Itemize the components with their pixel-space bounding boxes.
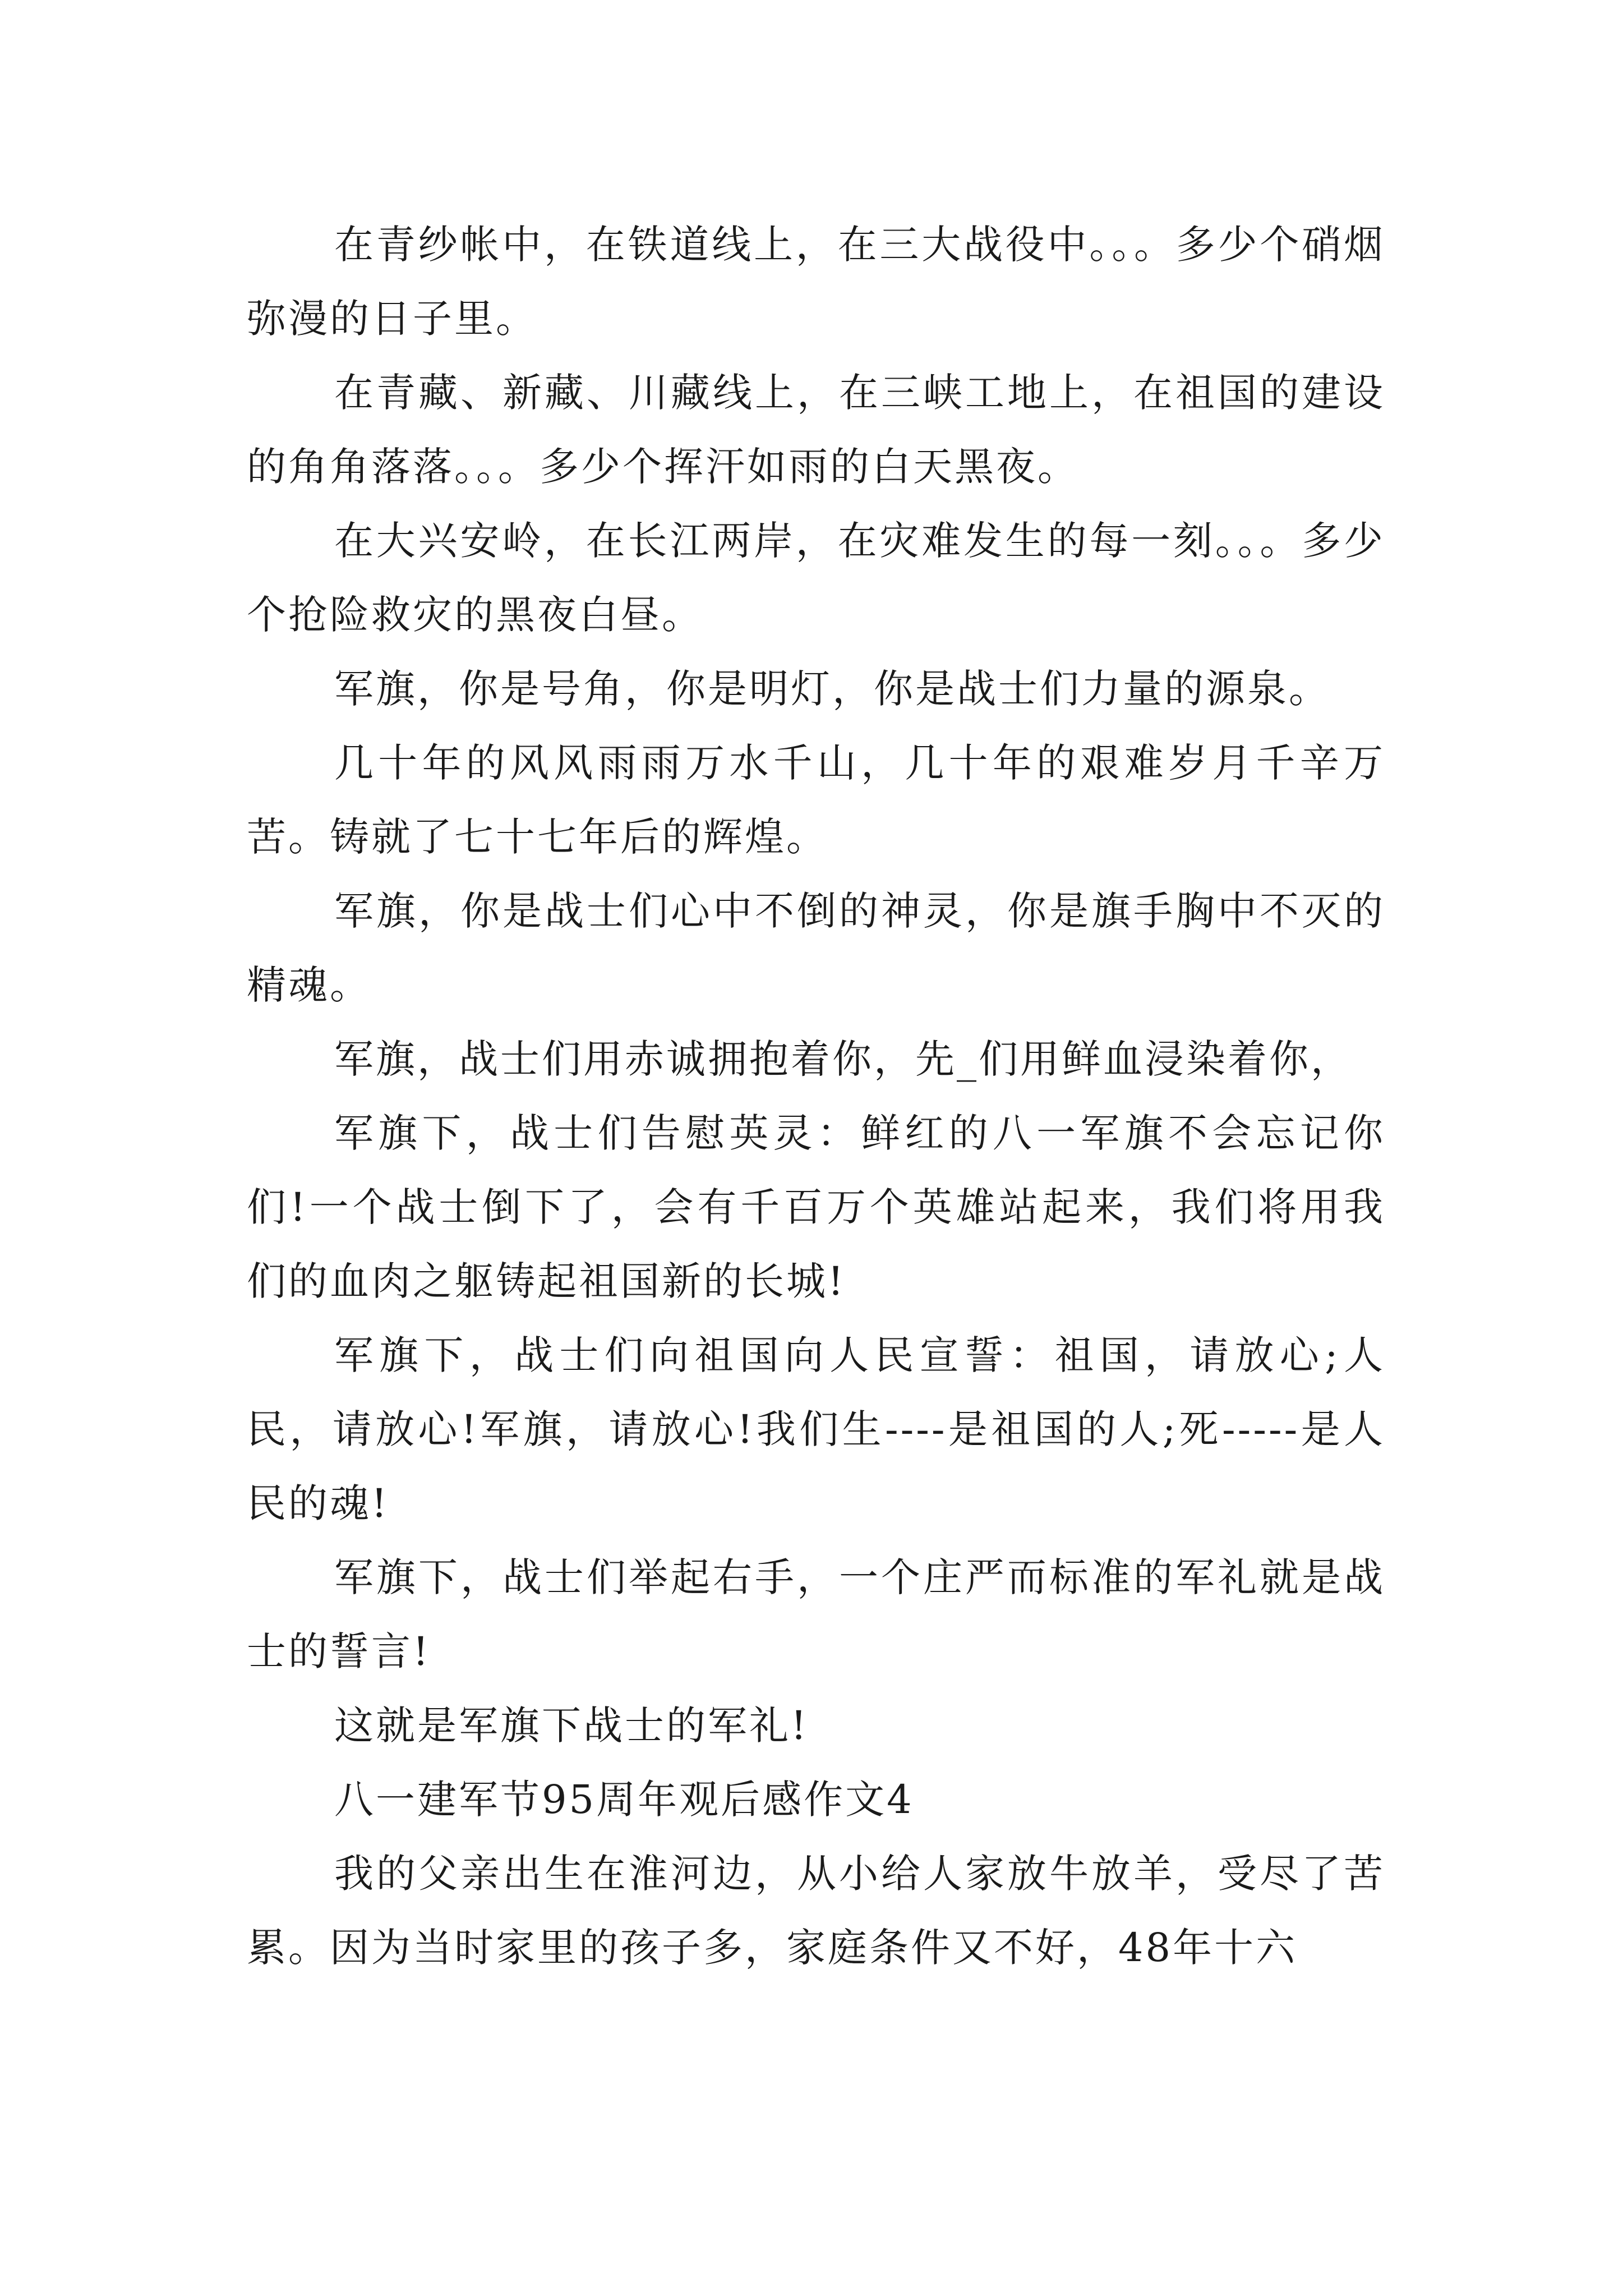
paragraph: 军旗下，战士们告慰英灵：鲜红的八一军旗不会忘记你们!一个战士倒下了，会有千百万个英雄站起来，我们将用我们的血肉之躯铸起祖国新的长城! (247, 1110, 1385, 1304)
paragraph: 军旗下，战士们向祖国向人民宣誓：祖国，请放心;人民，请放心!军旗，请放心!我们生----是祖国的人;死-----是人民的魂! (247, 1332, 1385, 1526)
paragraph: 军旗下，战士们举起右手，一个庄严而标准的军礼就是战士的誓言! (247, 1554, 1385, 1674)
paragraph: 在青藏、新藏、川藏线上，在三峡工地上，在祖国的建设的角角落落。。。多少个挥汗如雨的白天黑夜。 (247, 370, 1385, 490)
paragraph: 在青纱帐中，在铁道线上，在三大战役中。。。多少个硝烟弥漫的日子里。 (247, 222, 1385, 342)
paragraph: 我的父亲出生在淮河边，从小给人家放牛放羊，受尽了苦累。因为当时家里的孩子多，家庭条件又不好，48年十六 (247, 1851, 1385, 1971)
paragraph: 军旗，你是号角，你是明灯，你是战士们力量的源泉。 (334, 666, 1330, 712)
paragraph: 几十年的风风雨雨万水千山，几十年的艰难岁月千辛万苦。铸就了七十七年后的辉煌。 (247, 740, 1385, 860)
paragraph: 军旗，你是战士们心中不倒的神灵，你是旗手胸中不灭的精魂。 (247, 888, 1385, 1008)
paragraph: 在大兴安岭，在长江两岸，在灾难发生的每一刻。。。多少个抢险救灾的黑夜白昼。 (247, 518, 1385, 638)
paragraph: 军旗，战士们用赤诚拥抱着你，先_们用鲜血浸染着你， (334, 1036, 1352, 1082)
paragraph: 这就是军旗下战士的军礼! (334, 1703, 809, 1749)
document-body (247, 208, 1385, 1985)
section-heading: 八一建军节95周年观后感作文4 (334, 1777, 914, 1823)
